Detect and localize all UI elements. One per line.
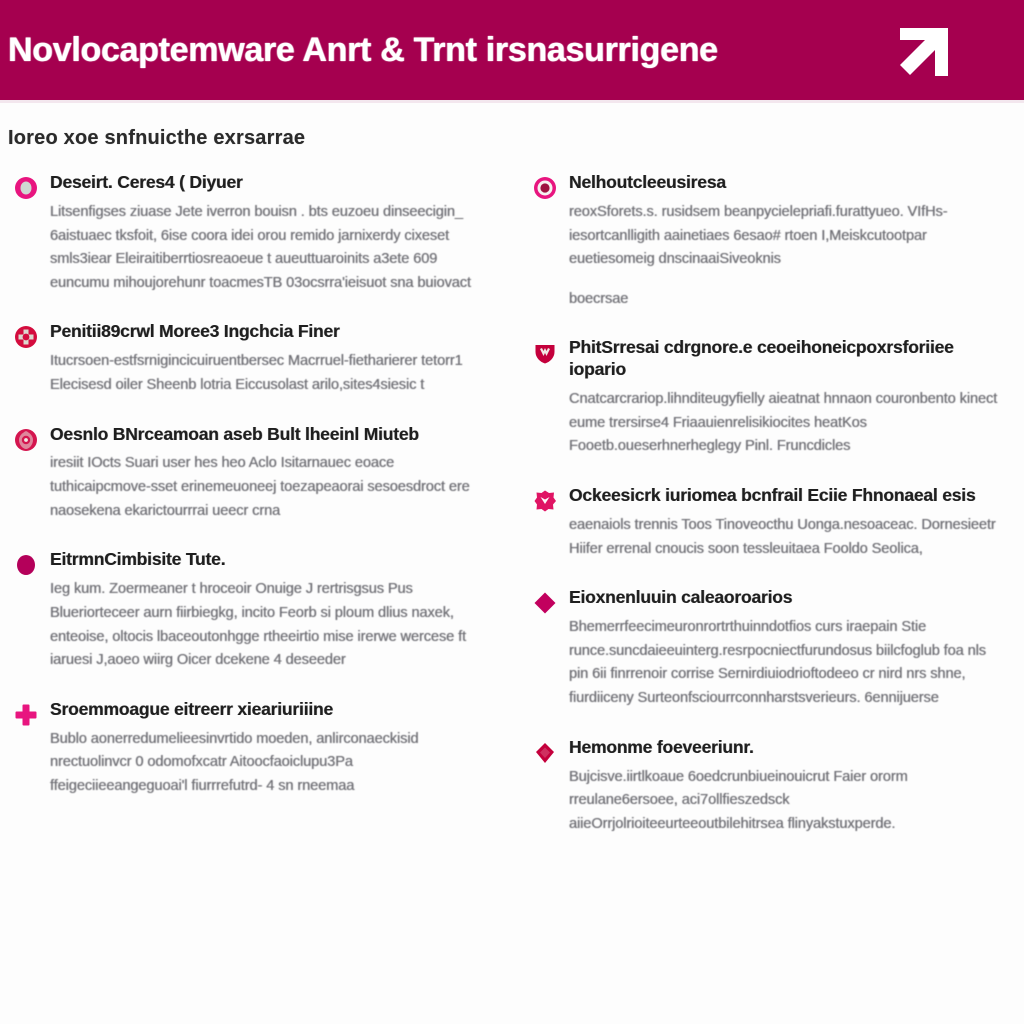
section-title: EitrmnCimbisite Tute. [50, 549, 226, 570]
section-item [527, 485, 1006, 561]
section-body: eaenaiols trennis Toos Tinoveocthu Uonga.nesoaceac. Dornesieetr Hiifer errenal cnoucis soon tessleuitaea Fooldo Seolica, [569, 516, 996, 557]
section-body: boecrsae [569, 290, 629, 307]
section-item [8, 424, 487, 524]
left-column [8, 172, 487, 863]
section-body: Bujcisve.iirtlkoaue 6oedcrunbiueinouicrut Faier ororm rreulane6ersoee, aci7ollfieszedsck aiieOrrjolrioiteeurteeoutbilehitrsea flinyakstuxperde. [569, 768, 908, 832]
section-body: Ieg kum. Zoermeaner t hroceoir Onuige J rertrisgsus Pus Blueriorteceer aurn fiirbiegkg, incito Feorb si ploum dlius naxek, enteoise, oltocis lbaceoutonhgge rtheeirtio mise irerwe wercese ft iaruesi J,aoeo wiirg Oicer dcekene 4 deseeder [50, 581, 467, 669]
section-item [8, 549, 487, 672]
section-body: reoxSforets.s. rusidsem beanpycielepriafi.furattyueo. VIfHs-iesortcanlligith aainetiaes 6esao# rtoen I,Meiskcutootpar euetiesomeig dnscinaaiSiveoknis [569, 203, 948, 268]
section-item [527, 737, 1006, 837]
section-body: Litsenfigses ziuase Jete iverron bouisn . bts euzoeu dinseecigin_ 6aistuaec tksfoit, 6ise coora idei orou remido jarnixerdy cixeset smls3iear Eleiraitiberrtiosreaoeue t aueuttuaroinits a3ete 609 euncumu mihoujorehunr toacmesTB 03ocsrra'ieisuot sna buiovact [50, 203, 471, 291]
section-item [8, 699, 487, 799]
plus-cross-icon [14, 703, 38, 727]
section-body: Bublo aonerredumelieesinvrtido moeden, anlirconaeckisid nrectuolinvcr 0 odomofxcatr Aitoocfaoiclupu3Pa ffeigeciieeangeguoai'l fiurrrefutrd- 4 sn rneemaa [50, 730, 419, 794]
section-item [527, 172, 1006, 311]
section-title: Hemonme foeveeriunr. [569, 736, 754, 757]
subtitle: Ioreo xoe snfnuicthe exrsarrae [8, 127, 306, 149]
ring-circle-icon [14, 176, 38, 200]
section-title: Eioxnenluuin caleaoroarios [569, 587, 793, 608]
arrow-up-right-icon [886, 14, 958, 86]
gem-diamond-icon [533, 741, 557, 765]
section-item [527, 337, 1006, 459]
rose-circle-icon [14, 428, 38, 452]
right-column [527, 172, 1006, 863]
section-title: Sroemmoague eitreerr xieariuriiine [50, 698, 334, 719]
section-body: iresiit IOcts Suari user hes heo Aclo Isitarnauec eoace tuthicaipcmove-sset erinemeuoneej toezapeaorai sesoesdroct ere naosekena ekarictourrrai ueecr crna [50, 455, 470, 519]
header-divider [0, 100, 1024, 103]
section-title: Ockeesicrk iuriomea bcnfrail Eciie Fhnonaeal esis [569, 485, 976, 506]
section-item [8, 321, 487, 397]
section-item [527, 587, 1006, 710]
page-header [0, 0, 1024, 100]
section-title: Oesnlo BNrceamoan aseb Bult lheeinl Miuteb [50, 423, 419, 444]
section-title: Nelhoutcleeusiresa [569, 172, 726, 192]
shield-icon [533, 341, 557, 365]
target-circle-icon [533, 176, 557, 200]
section-body: Itucrsoen-estfsrnigincicuiruentbersec Macrruel-fietharierer tetorr1 Elecisesd oiler Sheenb lotria Eiccusolast arilo,sites4siesic t [50, 353, 463, 393]
section-title: PhitSrresai cdrgnore.e ceoeihoneicpoxrsforiiee iopario [569, 337, 954, 380]
section-item [8, 172, 487, 295]
content-columns [0, 150, 1024, 863]
section-title: Deseirt. Ceres4 ( Diyuer [50, 172, 243, 192]
section-body: Cnatcarcrariop.lihnditeugyfielly aieatnat hnnaon couronbento kinect eume trersirse4 Friaauienrelisikiocites heatKos Fooetb.oueserhnerheglegy Pinl. Fruncdicles [569, 391, 998, 455]
gear-circle-icon [14, 325, 38, 349]
page-title: Novlocaptemware Anrt & Trnt irsnasurrigene [8, 30, 718, 69]
section-title: Penitii89crwl Moree3 Ingchcia Finer [50, 321, 340, 342]
bloom-circle-icon [533, 489, 557, 513]
dot-icon [14, 553, 38, 577]
diamond-icon [533, 591, 557, 615]
section-body: Bhemerrfeecimeuronrortrthuinndotfios curs iraepain Stie runce.suncdaieeuinterg.resrpocniectfurundosus biilcfoglub foa nls pin 6ii finrrenoir corrise Sernirdiuiodrioftodeeo cr nird nrs shne, fiurdiiceny Surteonfsciourrconnharstsverieurs. 6ennijuerse [569, 619, 986, 707]
